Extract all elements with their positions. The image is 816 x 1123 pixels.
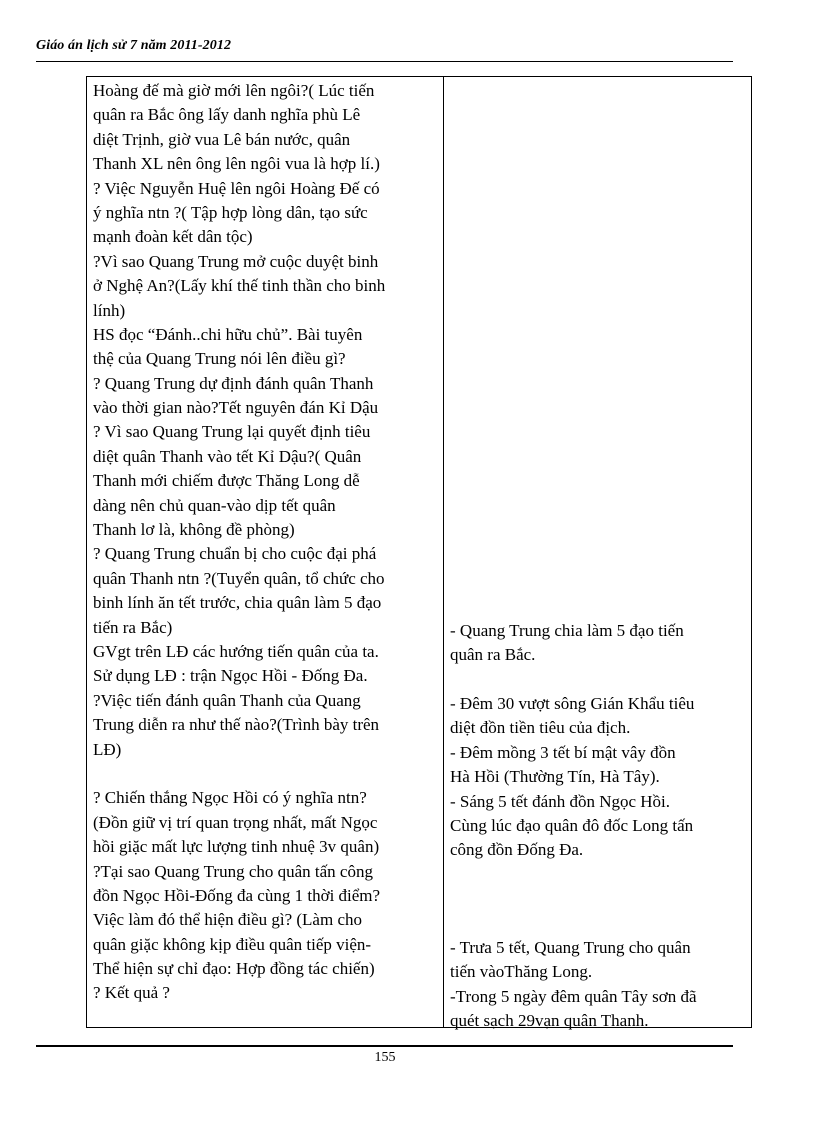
activity-text-line: Thanh lơ là, không đề phòng) (93, 520, 295, 540)
activity-text-line: ? Chiến thắng Ngọc Hồi có ý nghĩa ntn? (93, 788, 367, 808)
activity-text-line: thệ của Quang Trung nói lên điều gì? (93, 349, 346, 369)
activity-text-line: Việc làm đó thể hiện điều gì? (Làm cho (93, 910, 362, 930)
content-text-line: công đồn Đống Đa. (450, 840, 584, 860)
content-text-line: -Trong 5 ngày đêm quân Tây sơn đã (450, 986, 697, 1006)
content-text-line (450, 863, 746, 887)
activity-text-line: Thanh mới chiếm được Thăng Long dễ (93, 471, 360, 491)
content-text-line (450, 887, 746, 911)
content-text-line: Hà Hồi (Thường Tín, Hà Tây). (450, 767, 660, 787)
activity-text-line: Thanh XL nên ông lên ngôi vua là hợp lí.) (93, 154, 380, 174)
activity-text-line: Trung diễn ra như thế nào?(Trình bày trên (93, 715, 380, 735)
activity-text-line: quân giặc không kịp điều quân tiếp viện- (93, 934, 372, 954)
activity-column (93, 79, 439, 1006)
activity-text-line: ở Nghệ An?(Lấy khí thế tinh thần cho binh (93, 276, 386, 296)
activity-text-line: binh lính ăn tết trước, chia quân làm 5 đạo (93, 593, 382, 613)
activity-text-line: ? Việc Nguyễn Huệ lên ngôi Hoàng Đế có (93, 178, 380, 198)
activity-text-line: lính) (93, 300, 126, 320)
content-column (450, 619, 746, 1034)
content-text-line: - Đêm 30 vượt sông Gián Khẩu tiêu (450, 693, 695, 713)
activity-text-line: diệt quân Thanh vào tết Kỉ Dậu?( Quân (93, 446, 362, 466)
content-text-line: - Quang Trung chia làm 5 đạo tiến (450, 620, 684, 640)
activity-text-line (93, 762, 439, 786)
activity-text-line: ? Quang Trung chuẩn bị cho cuộc đại phá (93, 544, 377, 564)
header-rule (36, 61, 733, 62)
activity-text-line: LĐ) (93, 739, 122, 759)
activity-text-line: quân ra Bắc ông lấy danh nghĩa phù Lê (93, 105, 361, 125)
activity-text-line: GVgt trên LĐ các hướng tiến quân của ta. (93, 641, 379, 661)
content-text-line: - Sáng 5 tết đánh đồn Ngọc Hồi. (450, 791, 671, 811)
document-header: Giáo án lịch sử 7 năm 2011-2012 (36, 38, 232, 53)
activity-text-line: Hoàng đế mà giờ mới lên ngôi?( Lúc tiến (93, 81, 375, 100)
content-text-line: diệt đồn tiền tiêu của địch. (450, 718, 631, 738)
activity-text-line: dàng nên chủ quan-vào dịp tết quân (93, 495, 336, 515)
activity-text-line: ? Quang Trung dự định đánh quân Thanh (93, 373, 374, 393)
activity-text-line: vào thời gian nào?Tết nguyên đán Kỉ Dậu (93, 398, 379, 418)
activity-text-line: ? Kết quả ? (93, 983, 170, 1003)
content-text-line: tiến vàoThăng Long. (450, 962, 593, 982)
content-text-line: - Đêm mồng 3 tết bí mật vây đồn (450, 742, 676, 762)
activity-text-line: quân Thanh ntn ?(Tuyển quân, tổ chức cho (93, 568, 385, 588)
activity-text-line: hồi giặc mất lực lượng tinh nhuệ 3v quân) (93, 837, 380, 857)
activity-text-line: ?Việc tiến đánh quân Thanh của Quang (93, 690, 361, 710)
activity-text-line: ?Vì sao Quang Trung mở cuộc duyệt binh (93, 251, 379, 271)
lesson-table (86, 76, 752, 1031)
content-text-line: quân ra Bắc. (450, 645, 536, 665)
activity-text-line: ? Vì sao Quang Trung lại quyết định tiêu (93, 422, 371, 442)
activity-text-line: tiến ra Bắc) (93, 617, 173, 637)
content-text-line (450, 911, 746, 935)
activity-text-line: HS đọc “Đánh..chi hữu chủ”. Bài tuyên (93, 324, 363, 344)
footer-rule (36, 1045, 733, 1047)
content-text-line: - Trưa 5 tết, Quang Trung cho quân (450, 937, 691, 957)
content-text-line: Cùng lúc đạo quân đô đốc Long tấn (450, 815, 694, 835)
activity-text-line: ý nghĩa ntn ?( Tập hợp lòng dân, tạo sức (93, 202, 368, 222)
column-divider (443, 77, 444, 1027)
page-number: 155 (374, 1050, 396, 1065)
content-text-line: quét sạch 29vạn quân Thanh. (450, 1011, 649, 1031)
activity-text-line: Thể hiện sự chỉ đạo: Hợp đồng tác chiến) (93, 959, 375, 979)
activity-text-line: (Đồn giữ vị trí quan trọng nhất, mất Ngọc (93, 812, 378, 832)
activity-text-line: diệt Trịnh, giờ vua Lê bán nước, quân (93, 129, 351, 149)
activity-text-line: đồn Ngọc Hồi-Đống đa cùng 1 thời điểm? (93, 885, 381, 905)
content-text-line (450, 668, 746, 692)
activity-text-line: Sử dụng LĐ : trận Ngọc Hồi - Đống Đa. (93, 666, 368, 686)
activity-text-line: ?Tại sao Quang Trung cho quân tấn công (93, 861, 373, 881)
activity-text-line: mạnh đoàn kết dân tộc) (93, 227, 253, 247)
